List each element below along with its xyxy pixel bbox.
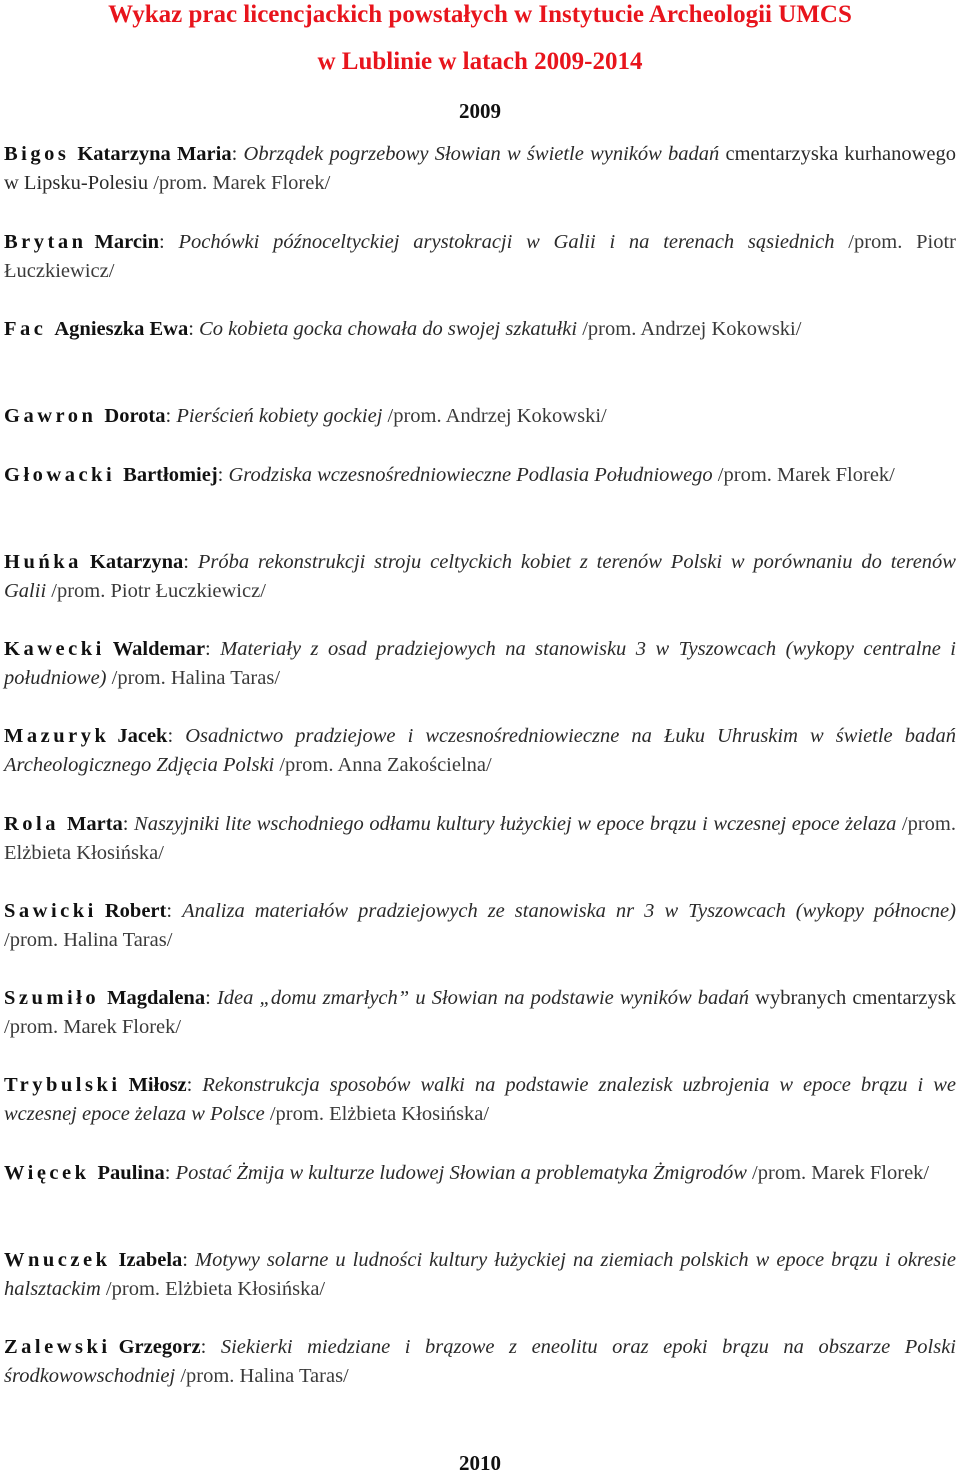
supervisor: /prom. Andrzej Kokowski/	[582, 318, 802, 340]
author-surname: Mazuryk	[4, 725, 110, 747]
author-surname: Więcek	[4, 1162, 90, 1184]
author-given-names: Robert	[104, 900, 167, 922]
thesis-title: Siekierki miedziane i brązowe z eneolitu oraz epoki brązu na obszarze Polski środkowowschodniej	[4, 1336, 957, 1387]
thesis-title: Co kobieta gocka chowała do swojej szkatułki	[199, 318, 578, 340]
author-given-names: Marcin	[94, 231, 160, 253]
document-title-line-1: Wykaz prac licencjackich powstałych w Instytucie Archeologii UMCS	[108, 1, 852, 28]
supervisor: /prom. Marek Florek/	[4, 1016, 182, 1038]
supervisor: /prom. Piotr Łuczkiewicz/	[4, 231, 957, 282]
author-surname: Sawicki	[4, 900, 97, 922]
author-given-names: Izabela	[118, 1249, 183, 1271]
thesis-title: Naszyjniki lite wschodniego odłamu kultury łużyckiej w epoce brązu i wczesnej epoce żelaza	[134, 813, 897, 835]
author-given-names: Katarzyna Maria	[77, 143, 232, 165]
thesis-entry: Rola Marta: Naszyjniki lite wschodniego odłamu kultury łużyckiej w epoce brązu i wczesnej epoce żelaza /prom. Elżbieta Kłosińska/	[4, 813, 956, 864]
supervisor: /prom. Marek Florek/	[153, 172, 331, 194]
thesis-title: Idea „domu zmarłych” u Słowian na podstawie wyników badań	[216, 987, 750, 1009]
year-heading-2009: 2009	[459, 99, 501, 123]
thesis-entry: Głowacki Bartłomiej: Grodziska wczesnośredniowieczne Podlasia Południowego /prom. Marek Florek/	[4, 464, 895, 486]
thesis-entry: Kawecki Waldemar: Materiały z osad pradziejowych na stanowisku 3 w Tyszowcach (wykopy centralne i południowe) /prom. Halina Taras/	[4, 638, 956, 689]
author-given-names: Katarzyna	[89, 551, 184, 573]
author-surname: Głowacki	[4, 464, 116, 486]
supervisor: /prom. Marek Florek/	[752, 1162, 930, 1184]
author-surname: Huńka	[4, 551, 82, 573]
supervisor: /prom. Halina Taras/	[180, 1365, 349, 1387]
author-surname: Fac	[4, 318, 47, 340]
author-given-names: Dorota	[104, 405, 166, 427]
author-given-names: Paulina	[97, 1162, 165, 1184]
thesis-title: Postać Żmija w kulturze ludowej Słowian a problematyka Żmigrodów	[175, 1162, 747, 1184]
supervisor: /prom. Piotr Łuczkiewicz/	[51, 580, 266, 602]
author-surname: Rola	[4, 813, 59, 835]
supervisor: /prom. Elżbieta Kłosińska/	[4, 813, 956, 864]
supervisor: /prom. Elżbieta Kłosińska/	[105, 1278, 326, 1300]
thesis-title: Rekonstrukcja sposobów walki na podstawie znalezisk uzbrojenia w epoce brązu i we wczesnej epoce żelaza w Polsce	[4, 1074, 956, 1125]
author-surname: Brytan	[4, 231, 87, 253]
author-surname: Szumiło	[4, 987, 100, 1009]
author-given-names: Waldemar	[112, 638, 206, 660]
thesis-title: Motywy solarne u ludności kultury łużyckiej na ziemiach polskich w epoce brązu i okresie halsztackim	[4, 1249, 956, 1300]
thesis-entry: Huńka Katarzyna: Próba rekonstrukcji stroju celtyckich kobiet z terenów Polski w porównaniu do terenów Galii /prom. Piotr Łuczkiewicz/	[4, 551, 956, 602]
thesis-entry: Więcek Paulina: Postać Żmija w kulturze ludowej Słowian a problematyka Żmigrodów /prom. Marek Florek/	[4, 1162, 930, 1184]
thesis-title: Pierścień kobiety gockiej	[176, 405, 383, 427]
supervisor: /prom. Halina Taras/	[4, 929, 173, 951]
author-surname: Zalewski	[4, 1336, 111, 1358]
thesis-title-continuation: wybranych cmentarzysk	[749, 987, 957, 1009]
thesis-entry: Mazuryk Jacek: Osadnictwo pradziejowe i wczesnośredniowieczne na Łuku Uhruskim w świetle badań Archeologicznego Zdjęcia Polski /prom. Anna Zakościelna/	[4, 725, 956, 776]
author-surname: Bigos	[4, 143, 70, 165]
thesis-entry: Zalewski Grzegorz: Siekierki miedziane i brązowe z eneolitu oraz epoki brązu na obszarze Polski środkowowschodniej /prom. Halina Taras/	[4, 1336, 957, 1387]
author-given-names: Bartłomiej	[123, 464, 218, 486]
author-surname: Wnuczek	[4, 1249, 111, 1271]
author-given-names: Marta	[67, 813, 123, 835]
thesis-title: Analiza materiałów pradziejowych ze stanowiska nr 3 w Tyszowcach (wykopy północne)	[182, 900, 956, 922]
thesis-title: Osadnictwo pradziejowe i wczesnośredniowieczne na Łuku Uhruskim w świetle badań Archeologicznego Zdjęcia Polski	[4, 725, 956, 776]
thesis-entry: Bigos Katarzyna Maria: Obrządek pogrzebowy Słowian w świetle wyników badań cmentarzyska kurhanowego w Lipsku-Polesiu /prom. Marek Florek/	[4, 143, 956, 194]
supervisor: /prom. Elżbieta Kłosińska/	[269, 1103, 490, 1125]
author-given-names: Agnieszka Ewa	[54, 318, 189, 340]
thesis-entry: Brytan Marcin: Pochówki późnoceltyckiej arystokracji w Galii i na terenach sąsiednich /prom. Piotr Łuczkiewicz/	[4, 231, 957, 282]
thesis-entry: Gawron Dorota: Pierścień kobiety gockiej /prom. Andrzej Kokowski/	[4, 405, 607, 427]
thesis-entry: Wnuczek Izabela: Motywy solarne u ludności kultury łużyckiej na ziemiach polskich w epoce brązu i okresie halsztackim /prom. Elżbieta Kłosińska/	[4, 1249, 956, 1300]
thesis-entry: Sawicki Robert: Analiza materiałów pradziejowych ze stanowiska nr 3 w Tyszowcach (wykopy północne) /prom. Halina Taras/	[4, 900, 956, 951]
supervisor: /prom. Halina Taras/	[111, 667, 281, 689]
supervisor: /prom. Anna Zakościelna/	[279, 754, 492, 776]
thesis-entry: Szumiło Magdalena: Idea „domu zmarłych” u Słowian na podstawie wyników badań wybranych cmentarzysk /prom. Marek Florek/	[4, 987, 957, 1038]
thesis-title: Obrządek pogrzebowy Słowian w świetle wyników badań	[243, 143, 720, 165]
author-given-names: Jacek	[117, 725, 168, 747]
year-heading-2010: 2010	[459, 1451, 501, 1475]
thesis-title: Materiały z osad pradziejowych na stanowisku 3 w Tyszowcach (wykopy centralne i południowe)	[4, 638, 956, 689]
supervisor: /prom. Andrzej Kokowski/	[387, 405, 607, 427]
document-title-line-2: w Lublinie w latach 2009-2014	[317, 48, 643, 75]
author-surname: Trybulski	[4, 1074, 121, 1096]
thesis-entry: Trybulski Miłosz: Rekonstrukcja sposobów walki na podstawie znalezisk uzbrojenia w epoce brązu i we wczesnej epoce żelaza w Polsce /prom. Elżbieta Kłosińska/	[4, 1074, 956, 1125]
supervisor: /prom. Marek Florek/	[717, 464, 895, 486]
author-given-names: Grzegorz	[118, 1336, 201, 1358]
author-given-names: Miłosz	[128, 1074, 187, 1096]
thesis-title: Pochówki późnoceltyckiej arystokracji w Galii i na terenach sąsiednich	[178, 231, 835, 253]
author-surname: Gawron	[4, 405, 97, 427]
thesis-title: Próba rekonstrukcji stroju celtyckich kobiet z terenów Polski w porównaniu do terenów Galii	[4, 551, 956, 602]
author-surname: Kawecki	[4, 638, 105, 660]
thesis-title: Grodziska wczesnośredniowieczne Podlasia Południowego	[228, 464, 713, 486]
thesis-entry: Fac Agnieszka Ewa: Co kobieta gocka chowała do swojej szkatułki /prom. Andrzej Kokowski/	[4, 318, 802, 340]
author-given-names: Magdalena	[107, 987, 206, 1009]
thesis-title-continuation: cmentarzyska kurhanowego w Lipsku-Polesiu	[4, 143, 956, 194]
